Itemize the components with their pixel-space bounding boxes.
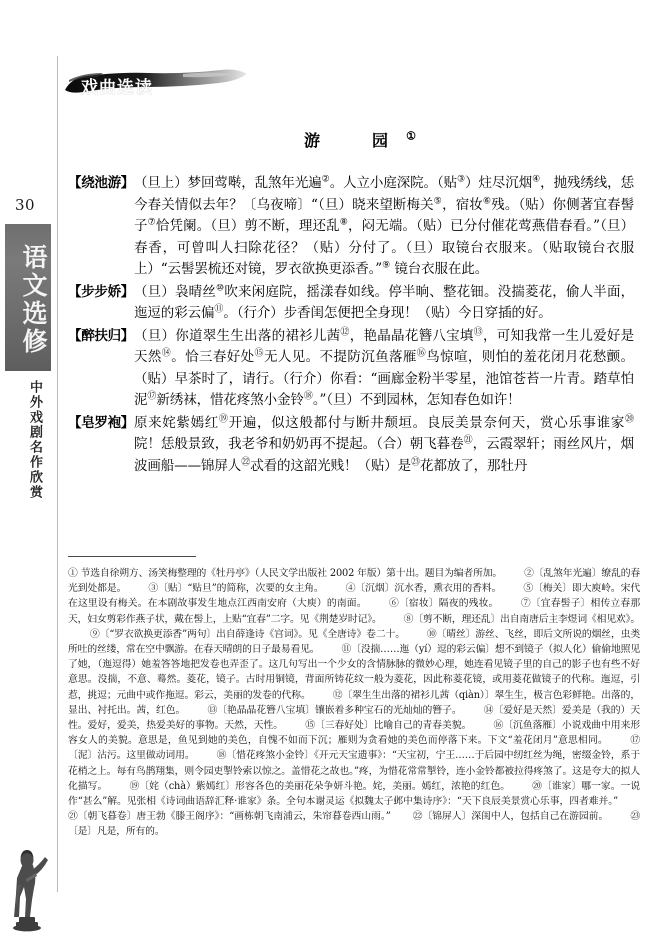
footnote-item: ⑮〔三春好处〕比喻自己的青春美貌。	[305, 720, 472, 732]
page-title	[68, 128, 634, 151]
footnote-item: ②〔乱煞年光遍〕缭乱的春光到处都是。	[68, 568, 640, 595]
footnote-item: ① 节选自徐朔方、汤笑梅整理的《牡丹亭》（人民文学出版社 2002 年版）第十出。题目为编者所加。	[68, 568, 503, 579]
aria-block	[68, 282, 634, 325]
margin-vertical-rule	[57, 56, 58, 892]
footnote-item: ③〔贴〕“贴旦”的简称，次要的女主角。	[148, 583, 324, 595]
page-title-text: 游 园	[304, 131, 407, 150]
footnote-divider	[68, 556, 196, 557]
aria-label: 【皂罗袍】	[68, 414, 134, 431]
footnote-item: ⑤〔梅关〕即大庾岭。宋代在这里设有梅关。在本剧故事发生地点江西南安府（大庾）的南面。	[68, 583, 640, 610]
footnote-item: ⑬〔艳晶晶花簪八宝填〕镶嵌着多种宝石的光灿灿的簪子。	[207, 704, 462, 716]
footnote-item: ④〔沉烟〕沉水香，熏衣用的香料。	[345, 583, 502, 595]
footnote-item: ⑩〔晴丝〕游丝、飞丝，即后文所说的烟丝，虫类所吐的丝缕，常在空中飘游。在春天晴朗的日子最易看见。	[68, 628, 640, 656]
aria-body-text: （旦）袅晴丝⑩吹来闲庭院，摇漾春如线。停半晌、整花钿。没揣菱花，偷人半面，迤逗的彩云偏⑪。（行介）步香闺怎便把全身现！（贴）今日穿插的好。	[134, 283, 635, 321]
aria-list	[68, 173, 634, 477]
footnote-item: ⑲〔姹（chà）紫嫣红〕形容各色的美丽花朵争妍斗艳。姹，美丽。嫣红，浓艳的红色。	[129, 780, 511, 792]
footnote-item: ⑰〔泥〕沾污。这里做动词用。	[68, 735, 640, 762]
title-footnote-marker: ①	[406, 129, 416, 143]
footnote-item: ㉓〔是〕凡是，所有的。	[68, 811, 641, 838]
footnote-item: ⑫〔翠生生出落的裙衫儿茜（qiàn）〕翠生生，极言色彩鲜艳。出落的，显出、衬托出。茜，红色。	[68, 689, 640, 716]
footnote-item: ⑭〔爱好是天然〕爱美是（我的）天性。爱好，爱美，热爱美好的事物。天然，天性。	[68, 704, 640, 732]
main-text-column	[68, 128, 634, 478]
aria-label: 【醉扶归】	[68, 327, 134, 344]
aria-label: 【步步娇】	[68, 283, 134, 300]
aria-body-text: 原来姹紫嫣红⑲开遍，似这般都付与断井颓垣。良辰美景奈何天，赏心乐事谁家⑳院！恁般景致，我老爷和奶奶再不提起。（合）朝飞暮卷$^㉑$，云霞翠轩；雨丝风片，烟波画船——锦屏人$^㉒$忒看的这韶光贱！（贴）是$^㉓$花都放了，那牡丹	[134, 414, 634, 474]
footnote-item: ㉒〔锦屏人〕深闺中人，包括自己在游园前。	[412, 811, 609, 823]
footnote-item: ⑨〔“罗衣欲换更添香”两句〕出自薛逢诗《宫词》。见《全唐诗》卷二十。	[90, 628, 405, 640]
footnote-item: ⑦〔宜春髻子〕相传立春那天，妇女剪彩作燕子状，戴在髻上，上贴“宜春”二字。见《荆楚岁时记》。	[68, 598, 640, 625]
footnote-item: ⑯〔沉鱼落雁〕小说戏曲中用来形容女人的美貌。意思是，鱼见到她的美色，自愧不如而下沉；雁则为贪看她的美色而停落下来。下文“羞花闭月”意思相同。	[68, 720, 641, 747]
left-margin-rail	[0, 0, 60, 946]
aria-label: 【绕池游】	[68, 175, 134, 191]
aria-body-text: （旦）你道翠生生出落的裙衫儿茜⑫，艳晶晶花簪八宝填⑬，可知我常一生儿爱好是天然⑭。恰三春好处⑮无人见。不提防沉鱼落雁⑯鸟惊喧，则怕的羞花闭月花愁颤。（贴）早茶时了，请行。（行介）你看：“画廊金粉半零星，池馆苍苔一片青。踏草怕泥⑰新绣袜，惜花疼煞小金铃⑱。”（旦）不到园林，怎知春色如许！	[134, 327, 634, 408]
page-number: 30	[14, 196, 36, 214]
footnote-item: ⑪〔没揣……迤（yí）逗的彩云偏〕想不到镜子（拟人化）偷偷地照见了她，（迤逗得）她羞答答地把发卷也弄歪了。这几句写出一个少女的含情脉脉的微妙心理，她连看见镜子里的自己的影子也有些不好意思。没揣，不意、蓦然。菱花，镜子。古时用铜镜，背面所铸花纹一般为菱花，因此称菱花镜，或用菱花做镜子的代称。迤逗，引惹，挑逗；元曲中或作拖逗。彩云，美丽的发卷的代称。	[68, 644, 640, 701]
footnote-item: ⑳〔谁家〕哪一家。一说作“甚么”解。见张相《诗词曲语辞汇释·谁家》条。全句本谢灵运《拟魏太子邺中集诗序》：“天下良辰美景赏心乐事，四者难并。”	[68, 780, 640, 808]
footnote-item: ⑥〔宿妆〕隔夜的残妆。	[388, 598, 499, 610]
aria-block	[68, 326, 634, 412]
footnote-text-block	[68, 566, 640, 840]
aria-block	[68, 173, 634, 281]
series-band-label: 语文选修	[19, 243, 48, 356]
series-band	[5, 224, 51, 371]
aria-body-text: （旦上）梦回莺啭，乱煞年光遍②。人立小庭深院。（贴③）炷尽沉烟④，抛残绣线，恁今春关情似去年？〔乌夜啼〕“（旦）晓来望断梅关⑤，宿妆⑥残。（贴）你侧著宜春髻子⑦恰凭阑。（旦）剪不断，理还乱⑧，闷无端。（贴）已分付催花莺燕借春看。”（旦）春香，可曾叫人扫除花径？（贴）分付了。（旦）取镜台衣服来。（贴取镜台衣服上）“云髻罢梳还对镜，罗衣欲换更添香。”⑨ 镜台衣服在此。	[134, 174, 635, 277]
footnote-item: ㉑〔朝飞暮卷〕唐王勃《滕王阁序》：“画栋朝飞南浦云，朱帘暮卷西山雨。”	[68, 811, 391, 823]
aria-block	[68, 413, 634, 478]
masthead-label: 戏曲选读	[81, 78, 153, 98]
footnote-section	[68, 556, 640, 840]
statue-figure-icon	[8, 846, 54, 932]
series-subtitle-label: 中外戏剧名作欣赏	[27, 380, 42, 500]
section-masthead	[63, 64, 253, 108]
footnote-item: ⑱〔惜花疼煞小金铃〕《开元天宝遗事》：“天宝初，宁王……于后园中纫红丝为绳，密缀金铃，系于花梢之上。每有鸟鹊翔集，则令园吏掣铃索以惊之。盖惜花之故也。”疼，为惜花常常掣铃，连小金铃都被拉得疼煞了。这是夸大的拟人化描写。	[68, 750, 640, 792]
footnote-item: ⑧〔剪不断，理还乱〕出自南唐后主李煜词《相见欢》。	[403, 613, 640, 625]
